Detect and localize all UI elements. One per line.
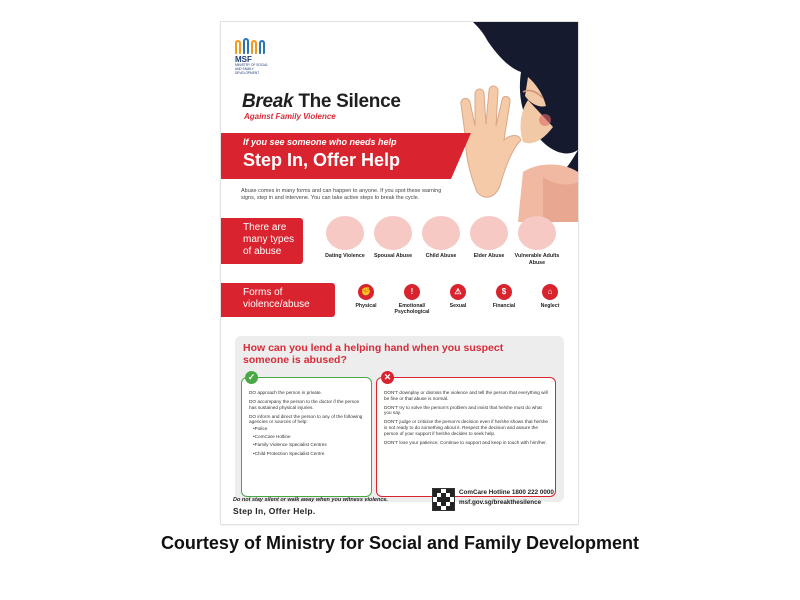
abuse-form xyxy=(389,284,435,316)
help-resource: • Child Protection Specialist Centre xyxy=(253,451,365,457)
dont-item: DON'T lose your patience. Continue to support and keep in touch with him/her. xyxy=(384,439,547,445)
child-abuse-icon xyxy=(422,216,460,250)
forms-heading-text: Forms of violence/abuse xyxy=(243,287,310,310)
help-question: How can you lend a helping hand when you suspect someone is abused? xyxy=(243,342,504,366)
forms-heading xyxy=(221,283,335,317)
types-heading xyxy=(221,218,303,264)
abuse-form-label: Physical xyxy=(355,303,377,309)
financial-wallet-icon: $ xyxy=(496,284,512,300)
abuse-form xyxy=(527,284,573,309)
do-list-box xyxy=(241,377,372,497)
emotional-speech-icon: ! xyxy=(404,284,420,300)
website: msf.gov.sg/breakthesilence xyxy=(459,499,542,506)
footer-contact xyxy=(459,489,554,506)
abuse-type xyxy=(369,216,417,260)
dating-violence-icon xyxy=(326,216,364,250)
abuse-form-label: Neglect xyxy=(540,303,560,309)
help-resources xyxy=(249,426,365,456)
cross-icon: ✕ xyxy=(381,371,394,384)
elder-abuse-icon xyxy=(470,216,508,250)
abuse-types xyxy=(321,216,571,272)
abuse-form-label: Financial xyxy=(492,303,516,309)
poster-title xyxy=(242,91,401,113)
help-resource: • Family Violence Specialist Centres xyxy=(253,442,365,448)
sexual-abuse-icon: ⚠ xyxy=(450,284,466,300)
qr-code-icon xyxy=(432,488,455,511)
abuse-type-label: Vulnerable Adults Abuse xyxy=(514,253,560,266)
logo-name: MSF xyxy=(235,55,252,64)
footer-note: Do not stay silent or walk away when you witness violence. xyxy=(233,497,388,503)
abuse-type-label: Spousal Abuse xyxy=(373,253,413,259)
abuse-forms xyxy=(343,284,573,324)
poster-subtitle: Against Family Violence xyxy=(244,112,336,121)
physical-fist-icon: ✊ xyxy=(358,284,374,300)
neglect-house-icon: ⌂ xyxy=(542,284,558,300)
poster xyxy=(221,22,578,524)
logo-subtitle: MINISTRY OF SOCIAL AND FAMILY DEVELOPMENT xyxy=(235,63,268,75)
check-icon: ✓ xyxy=(245,371,258,384)
abuse-form-label: Sexual xyxy=(449,303,467,309)
banner-headline: Step In, Offer Help xyxy=(243,150,401,170)
abuse-form xyxy=(481,284,527,309)
dont-item: DON'T downplay or dismiss the violence and tell the person that everything will be fine or that abuse is normal. xyxy=(384,390,548,401)
abuse-type xyxy=(465,216,513,260)
do-item-text: DO inform and direct the person to any of the following agencies or sources of help: xyxy=(249,413,363,425)
abuse-type-label: Elder Abuse xyxy=(473,253,505,259)
abuse-type xyxy=(321,216,369,260)
msf-logo xyxy=(235,36,275,75)
dont-list-box xyxy=(376,377,556,497)
abuse-type-label: Child Abuse xyxy=(425,253,457,259)
dont-item: DON'T judge or criticise the person's decision even if he/she shows that he/she is not ready to do something about it. Respect the decision and assure the person of your support if he/she decides to seek help. xyxy=(384,419,549,436)
dont-list xyxy=(384,390,549,449)
intro-text: Abuse comes in many forms and can happen to anyone. If you spot these warning signs, step in and intervene. You can take active steps to break the cycle. xyxy=(241,188,442,202)
image-caption: Courtesy of Ministry for Social and Family Development xyxy=(160,533,640,553)
abuse-form xyxy=(343,284,389,309)
msf-logo-icon xyxy=(235,36,275,54)
hotline: ComCare Hotline 1800 222 0000 xyxy=(459,489,554,496)
do-item: DO approach the person in private. xyxy=(249,390,322,395)
banner-kicker: If you see someone who needs help xyxy=(243,137,397,147)
do-item xyxy=(249,414,365,456)
footer-cta: Step In, Offer Help. xyxy=(233,506,316,516)
abuse-type-label: Dating Violence xyxy=(325,253,365,259)
abuse-form-label: Emotional/ Psychological xyxy=(394,303,430,316)
abuse-type xyxy=(513,216,561,266)
types-heading-text: There are many types of abuse xyxy=(243,222,295,257)
spousal-abuse-icon xyxy=(374,216,412,250)
dont-item: DON'T try to solve the person's problem and insist that he/she must do what you say. xyxy=(384,404,542,416)
do-item: DO accompany the person to the doctor if the person has sustained physical injuries. xyxy=(249,399,360,410)
title-rest: The Silence xyxy=(298,91,401,112)
footer-left xyxy=(233,497,443,516)
help-resource: • ComCare Hotline xyxy=(253,434,365,440)
title-emphasis: Break xyxy=(242,91,294,112)
do-list xyxy=(249,390,365,460)
abuse-type xyxy=(417,216,465,260)
vulnerable-adults-abuse-icon xyxy=(518,216,556,250)
abuse-form xyxy=(435,284,481,309)
help-resource: • Police xyxy=(253,426,365,432)
